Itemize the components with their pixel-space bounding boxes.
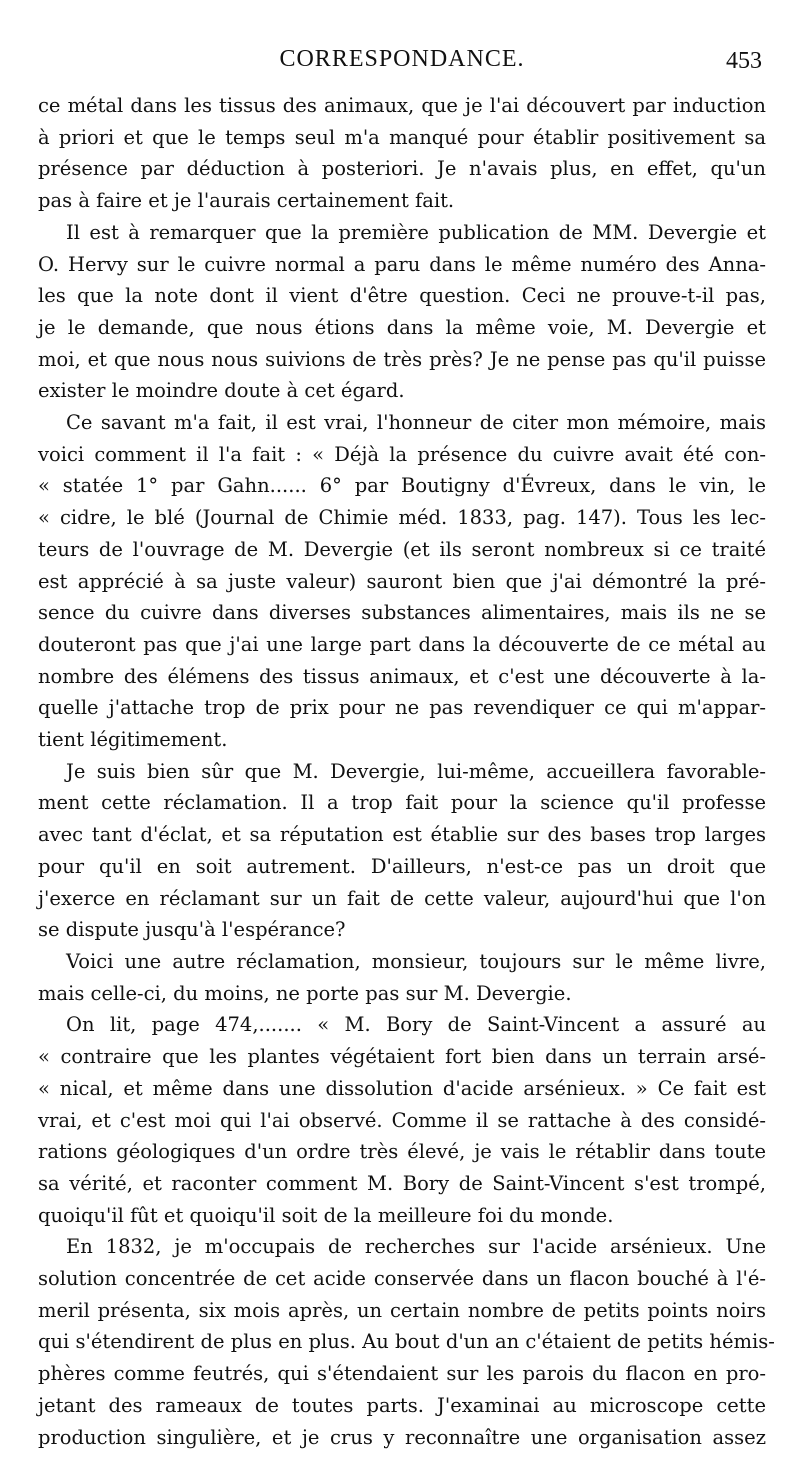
body-text bbox=[38, 90, 775, 1453]
text-line: vrai, et c'est moi qui l'ai observé. Comme il se rattache à des considé- bbox=[38, 1108, 766, 1132]
text-line: rations géologiques d'un ordre très élevé, je vais le rétablir dans toute bbox=[38, 1140, 766, 1164]
text-line: teurs de l'ouvrage de M. Devergie (et ils seront nombreux si ce traité bbox=[38, 537, 766, 561]
text-line: je le demande, que nous étions dans la même voie, M. Devergie et bbox=[38, 315, 766, 339]
text-line: meril présenta, six mois après, un certain nombre de petits points noirs bbox=[38, 1298, 766, 1322]
text-line: douteront pas que j'ai une large part dans la découverte de ce métal au bbox=[38, 632, 766, 656]
text-line: pas à faire et je l'aurais certainement fait. bbox=[38, 189, 455, 213]
text-line: pour qu'il en soit autrement. D'ailleurs, n'est-ce pas un droit que bbox=[38, 854, 766, 878]
running-title: CORRESPONDANCE. bbox=[279, 46, 525, 72]
text-line: quelle j'attache trop de prix pour ne pas revendiquer ce qui m'appar- bbox=[38, 696, 766, 720]
text-line: à priori et que le temps seul m'a manqué pour établir positivement sa bbox=[38, 125, 766, 149]
text-line: nombre des élémens des tissus animaux, et c'est une découverte à la- bbox=[38, 664, 766, 688]
text-line: sa vérité, et raconter comment M. Bory de Saint-Vincent s'est trompé, bbox=[38, 1171, 766, 1195]
text-line: « contraire que les plantes végétaient fort bien dans un terrain arsé- bbox=[38, 1045, 766, 1069]
text-line: En 1832, je m'occupais de recherches sur l'acide arsénieux. Une bbox=[66, 1235, 766, 1259]
text-line: « statée 1° par Gahn...... 6° par Boutigny d'Évreux, dans le vin, le bbox=[38, 474, 766, 498]
page-number: 453 bbox=[726, 48, 762, 74]
text-line: mais celle-ci, du moins, ne porte pas sur M. Devergie. bbox=[38, 981, 572, 1005]
text-line: Je suis bien sûr que M. Devergie, lui-même, accueillera favorable- bbox=[66, 759, 766, 783]
text-line: jetant des rameaux de toutes parts. J'examinai au microscope cette bbox=[38, 1393, 766, 1417]
text-line: quoiqu'il fût et quoiqu'il soit de la meilleure foi du monde. bbox=[38, 1203, 614, 1227]
text-line: production singulière, et je crus y reconnaître une organisation assez bbox=[38, 1425, 766, 1449]
text-line: sence du cuivre dans diverses substances alimentaires, mais ils ne se bbox=[38, 601, 766, 625]
text-line: phères comme feutrés, qui s'étendaient sur les parois du flacon en pro- bbox=[38, 1362, 766, 1386]
text-line: est apprécié à sa juste valeur) sauront bien que j'ai démontré la pré- bbox=[38, 569, 766, 593]
text-line: ment cette réclamation. Il a trop fait pour la science qu'il professe bbox=[38, 791, 766, 815]
text-line: présence par déduction à posteriori. Je n'avais plus, en effet, qu'un bbox=[38, 157, 766, 181]
page-header bbox=[38, 38, 766, 78]
text-line: « cidre, le blé (Journal de Chimie méd. 1833, pag. 147). Tous les lec- bbox=[38, 506, 766, 530]
text-line: exister le moindre doute à cet égard. bbox=[38, 379, 405, 403]
text-line: avec tant d'éclat, et sa réputation est établie sur des bases trop larges bbox=[38, 823, 766, 847]
text-line: solution concentrée de cet acide conservée dans un flacon bouché à l'é- bbox=[38, 1267, 766, 1291]
text-line: « nical, et même dans une dissolution d'acide arsénieux. » Ce fait est bbox=[38, 1076, 766, 1100]
text-line: tient légitimement. bbox=[38, 728, 228, 752]
text-line: se dispute jusqu'à l'espérance? bbox=[38, 918, 346, 942]
text-line: Ce savant m'a fait, il est vrai, l'honneur de citer mon mémoire, mais bbox=[66, 411, 766, 435]
text-line: Voici une autre réclamation, monsieur, toujours sur le même livre, bbox=[66, 949, 766, 973]
text-line: les que la note dont il vient d'être question. Ceci ne prouve-t-il pas, bbox=[38, 284, 766, 308]
text-line: Il est à remarquer que la première publication de MM. Devergie et bbox=[66, 220, 766, 244]
text-line: j'exerce en réclamant sur un fait de cette valeur, aujourd'hui que l'on bbox=[38, 886, 766, 910]
text-line: qui s'étendirent de plus en plus. Au bout d'un an c'étaient de petits hémis- bbox=[38, 1330, 775, 1354]
text-line: ce métal dans les tissus des animaux, que je l'ai découvert par induction bbox=[38, 94, 766, 117]
text-line: O. Hervy sur le cuivre normal a paru dans le même numéro des Anna- bbox=[38, 252, 766, 276]
text-line: voici comment il l'a fait : « Déjà la présence du cuivre avait été con- bbox=[38, 442, 766, 466]
text-line: On lit, page 474,....... « M. Bory de Saint-Vincent a assuré au bbox=[66, 1013, 766, 1037]
text-line: moi, et que nous nous suivions de très près? Je ne pense pas qu'il puisse bbox=[38, 347, 766, 371]
